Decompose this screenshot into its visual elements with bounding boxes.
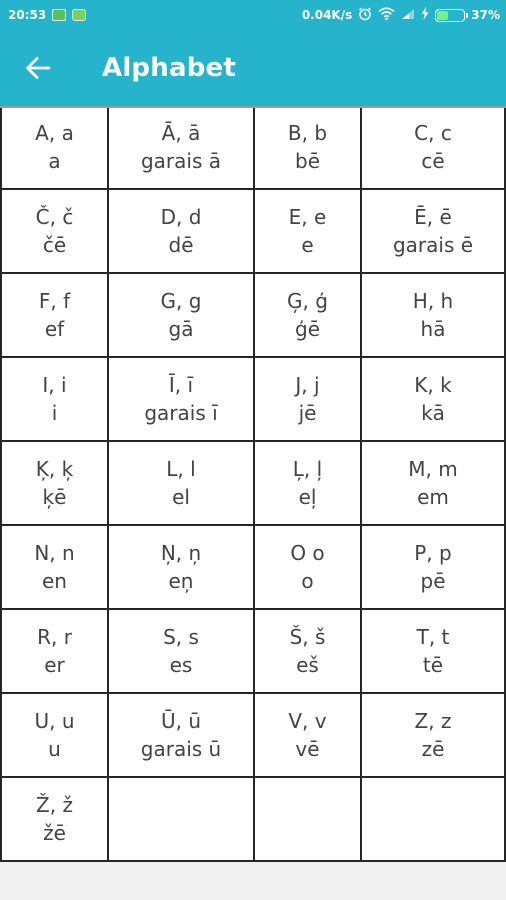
empty-grid-cell xyxy=(362,778,506,862)
letter-glyphs: N, n xyxy=(34,541,75,565)
letter-cell[interactable] xyxy=(255,610,362,694)
letter-cell[interactable] xyxy=(255,442,362,526)
letter-cell[interactable] xyxy=(109,358,255,442)
letter-glyphs: F, f xyxy=(38,289,71,313)
letter-glyphs: Ū, ū xyxy=(160,709,202,733)
letter-name: garais ī xyxy=(144,401,218,425)
letter-name: ķē xyxy=(42,485,67,509)
letter-glyphs: Ģ, ģ xyxy=(287,289,328,313)
letter-cell[interactable] xyxy=(362,442,506,526)
letter-cell[interactable] xyxy=(255,358,362,442)
letter-glyphs: S, s xyxy=(163,625,199,649)
letter-glyphs: Z, z xyxy=(414,709,452,733)
letter-name: žē xyxy=(43,821,66,845)
letter-cell[interactable] xyxy=(362,274,506,358)
letter-name: kā xyxy=(421,401,445,425)
letter-name: bē xyxy=(295,149,320,173)
letter-glyphs: R, r xyxy=(37,625,72,649)
letter-name: cē xyxy=(421,149,445,173)
wifi-icon xyxy=(378,7,395,23)
letter-glyphs: B, b xyxy=(287,121,328,145)
status-right xyxy=(302,7,500,24)
alphabet-grid xyxy=(0,106,506,862)
letter-name: garais ā xyxy=(140,149,222,173)
letter-cell[interactable] xyxy=(109,694,255,778)
letter-name: dē xyxy=(168,233,194,257)
letter-name: en xyxy=(42,569,67,593)
letter-name: e xyxy=(301,233,314,257)
letter-name: ģē xyxy=(295,317,320,341)
letter-cell[interactable] xyxy=(0,526,109,610)
letter-cell[interactable] xyxy=(255,526,362,610)
letter-cell[interactable] xyxy=(362,106,506,190)
empty-grid-cell xyxy=(109,778,255,862)
status-time: 20:53 xyxy=(8,8,47,22)
letter-name: hā xyxy=(420,317,446,341)
letter-glyphs: A, a xyxy=(35,121,74,145)
app-bar xyxy=(0,30,506,106)
back-button[interactable] xyxy=(0,30,80,106)
letter-cell[interactable] xyxy=(109,526,255,610)
letter-glyphs: D, d xyxy=(160,205,202,229)
letter-cell[interactable] xyxy=(362,526,506,610)
empty-grid-cell xyxy=(255,778,362,862)
letter-name: o xyxy=(301,569,314,593)
letter-cell[interactable] xyxy=(362,358,506,442)
letter-name: a xyxy=(48,149,61,173)
letter-cell[interactable] xyxy=(0,610,109,694)
letter-cell[interactable] xyxy=(109,442,255,526)
letter-name: gā xyxy=(168,317,194,341)
letter-glyphs: Ē, ē xyxy=(414,205,452,229)
alarm-icon xyxy=(358,7,372,24)
letter-cell[interactable] xyxy=(255,274,362,358)
letter-glyphs: Ņ, ņ xyxy=(160,541,202,565)
letter-glyphs: O o xyxy=(290,541,325,565)
letter-name: vē xyxy=(295,737,320,761)
letter-cell[interactable] xyxy=(109,106,255,190)
letter-name: pē xyxy=(420,569,446,593)
battery-level-fill xyxy=(437,11,447,20)
battery-icon xyxy=(435,9,465,22)
charging-bolt-icon xyxy=(421,7,429,23)
letter-glyphs: Ķ, ķ xyxy=(35,457,74,481)
letter-name: zē xyxy=(421,737,445,761)
letter-name: čē xyxy=(42,233,67,257)
letter-glyphs: Ī, ī xyxy=(168,373,194,397)
letter-name: eš xyxy=(296,653,319,677)
letter-name: es xyxy=(169,653,193,677)
letter-name: eļ xyxy=(298,485,317,509)
letter-cell[interactable] xyxy=(0,442,109,526)
letter-name: eņ xyxy=(168,569,194,593)
notification-android-icon xyxy=(72,9,86,21)
letter-glyphs: U, u xyxy=(34,709,75,733)
letter-glyphs: Ļ, ļ xyxy=(292,457,323,481)
letter-glyphs: H, h xyxy=(412,289,454,313)
letter-name: er xyxy=(44,653,65,677)
status-bar xyxy=(0,0,506,30)
letter-name: i xyxy=(51,401,58,425)
letter-glyphs: M, m xyxy=(408,457,458,481)
letter-glyphs: Ž, ž xyxy=(36,793,73,817)
letter-cell[interactable] xyxy=(255,106,362,190)
letter-glyphs: Ā, ā xyxy=(161,121,201,145)
letter-cell[interactable] xyxy=(0,358,109,442)
letter-cell[interactable] xyxy=(0,778,109,862)
letter-glyphs: Č, č xyxy=(35,205,74,229)
letter-name: em xyxy=(417,485,449,509)
letter-glyphs: K, k xyxy=(414,373,452,397)
letter-cell[interactable] xyxy=(362,694,506,778)
letter-cell[interactable] xyxy=(362,190,506,274)
letter-cell[interactable] xyxy=(109,610,255,694)
letter-cell[interactable] xyxy=(0,694,109,778)
letter-glyphs: Š, š xyxy=(289,625,326,649)
letter-cell[interactable] xyxy=(255,694,362,778)
letter-glyphs: E, e xyxy=(288,205,327,229)
letter-glyphs: P, p xyxy=(414,541,452,565)
letter-cell[interactable] xyxy=(362,610,506,694)
battery-percent: 37% xyxy=(471,8,500,22)
letter-glyphs: I, i xyxy=(42,373,67,397)
letter-glyphs: C, c xyxy=(414,121,452,145)
letter-glyphs: V, v xyxy=(288,709,327,733)
letter-name: jē xyxy=(298,401,317,425)
letter-cell[interactable] xyxy=(109,190,255,274)
letter-glyphs: L, l xyxy=(166,457,196,481)
arrow-left-icon xyxy=(29,56,51,80)
notification-app-icon xyxy=(52,9,66,21)
letter-glyphs: T, t xyxy=(416,625,450,649)
letter-cell[interactable] xyxy=(109,274,255,358)
letter-cell[interactable] xyxy=(0,106,109,190)
letter-name: el xyxy=(172,485,190,509)
letter-cell[interactable] xyxy=(0,190,109,274)
letter-cell[interactable] xyxy=(0,274,109,358)
letter-name: tē xyxy=(422,653,444,677)
network-speed: 0.04K/s xyxy=(301,8,353,22)
letter-cell[interactable] xyxy=(255,190,362,274)
grid-top-divider xyxy=(0,106,506,108)
letter-glyphs: G, g xyxy=(160,289,202,313)
page-title: Alphabet xyxy=(102,53,236,83)
letter-name: ef xyxy=(44,317,65,341)
status-left xyxy=(8,8,86,22)
letter-name: garais ū xyxy=(140,737,222,761)
letter-name: garais ē xyxy=(392,233,474,257)
letter-glyphs: J, j xyxy=(295,373,320,397)
signal-icon xyxy=(401,8,415,23)
letter-name: u xyxy=(48,737,61,761)
